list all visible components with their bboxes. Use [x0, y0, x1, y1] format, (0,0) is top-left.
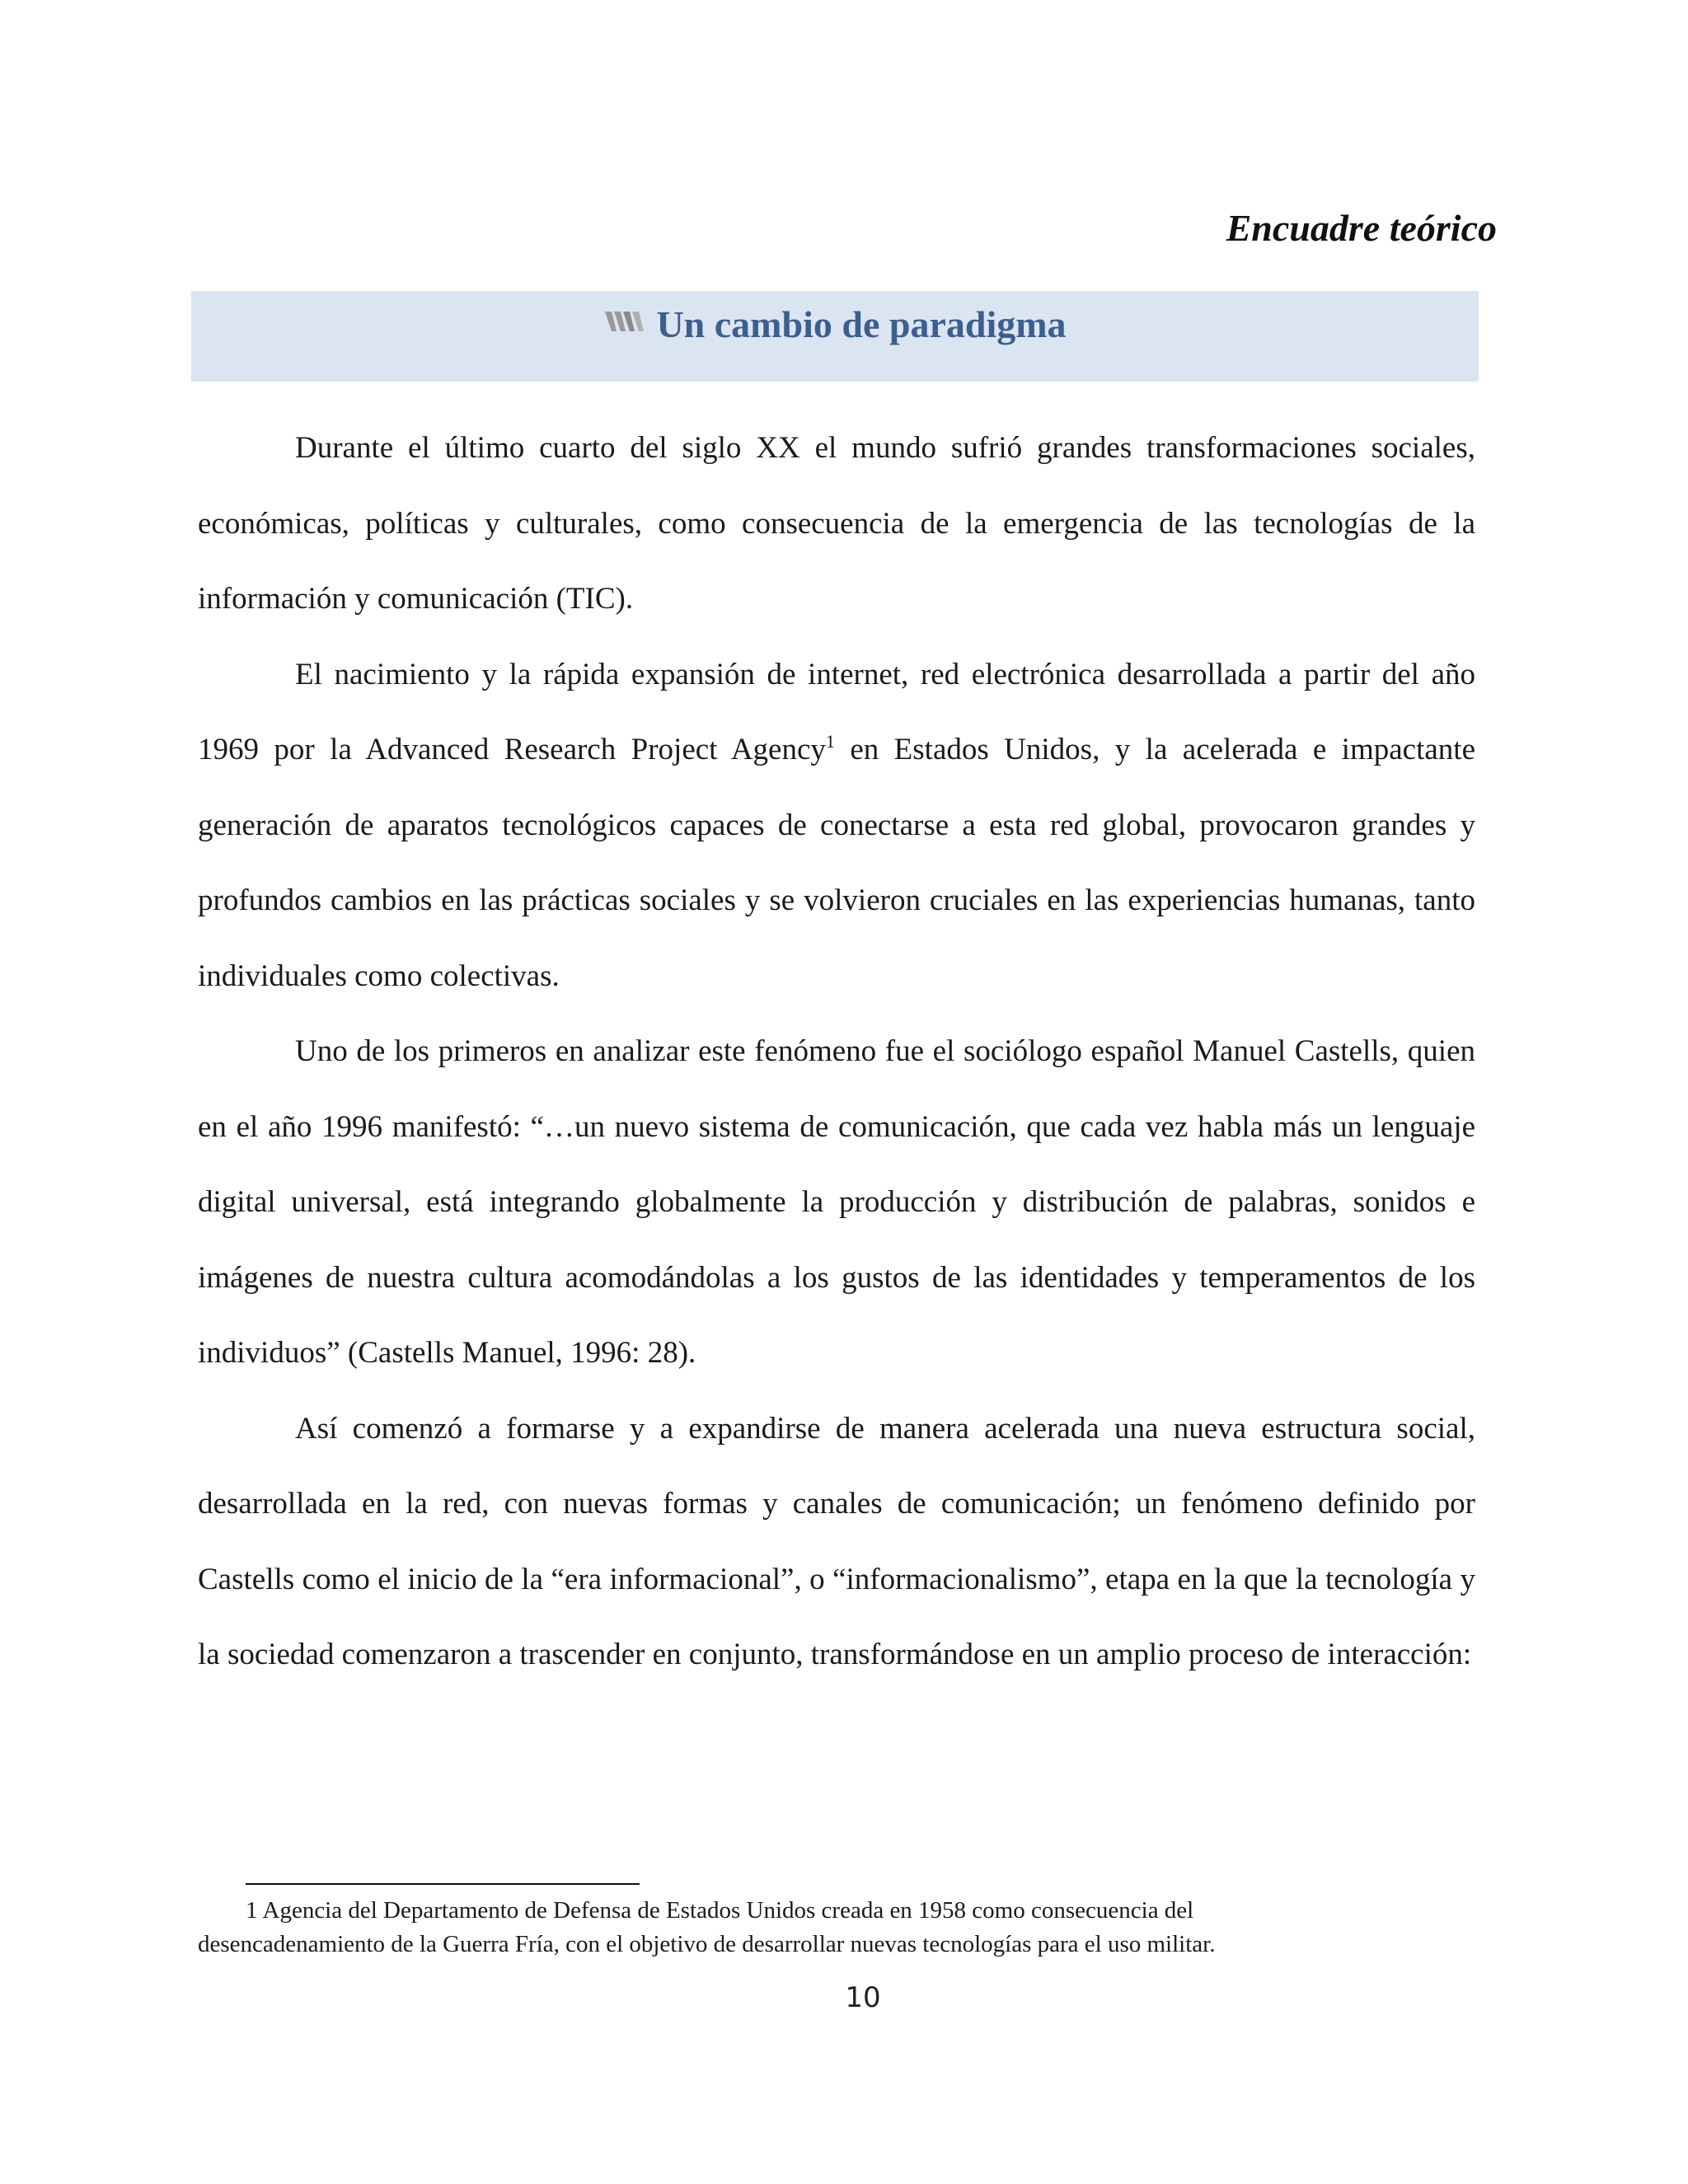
section-heading	[191, 302, 1479, 346]
section-title: Un cambio de paradigma	[656, 303, 1067, 345]
paragraph-text: en Estados Unidos, y la acelerada e impactante generación de aparatos tecnológicos capaces de conectarse a esta red global, provocaron grandes y profundos cambios en las prácticas sociales y se volvieron cruciales en las experiencias humanas, tanto individuales como colectivas.	[198, 733, 1475, 993]
footnote-separator	[246, 1883, 640, 1885]
logo-icon	[603, 308, 646, 340]
paragraph: Así comenzó a formarse y a expandirse de manera acelerada una nueva estructura social, desarrollada en la red, con nuevas formas y canales de comunicación; un fenómeno definido por Castells como el inicio de la “era informacional”, o “informacionalismo”, etapa en la que la tecnología y la sociedad comenzaron a trascender en conjunto, transformándose en un amplio proceso de interacción:	[198, 1411, 1475, 1671]
paragraph-text: El nacimiento y la rápida expansión de internet, red electrónica desarrollada a partir del año 1969 por la Advanced Research Project Agency	[198, 657, 1475, 766]
section-banner	[191, 291, 1479, 382]
footnote-mark: 1	[246, 1897, 258, 1924]
paragraph	[198, 637, 1475, 1015]
running-header: Encuadre teórico	[1226, 207, 1497, 249]
footnote	[198, 1894, 1368, 1961]
footnote-text: Agencia del Departamento de Defensa de Estados Unidos creada en 1958 como consecuencia del desencadenamiento de la Guerra Fría, con el objetivo de desarrollar nuevas tecnologías para el uso militar.	[198, 1897, 1216, 1957]
footnote-reference[interactable]: 1	[825, 731, 835, 752]
page-number: 10	[845, 1981, 881, 2014]
paragraph: Durante el último cuarto del siglo XX el mundo sufrió grandes transformaciones sociales, económicas, políticas y culturales, como consecuencia de la emergencia de las tecnologías de la información y comunicación (TIC).	[198, 431, 1475, 616]
body-text	[198, 410, 1475, 1693]
paragraph: Uno de los primeros en analizar este fenómeno fue el sociólogo español Manuel Castells, quien en el año 1996 manifestó: “…un nuevo sistema de comunicación, que cada vez habla más un lenguaje digital universal, está integrando globalmente la producción y distribución de palabras, sonidos e imágenes de nuestra cultura acomodándolas a los gustos de las identidades y temperamentos de los individuos” (Castells Manuel, 1996: 28).	[198, 1034, 1475, 1370]
